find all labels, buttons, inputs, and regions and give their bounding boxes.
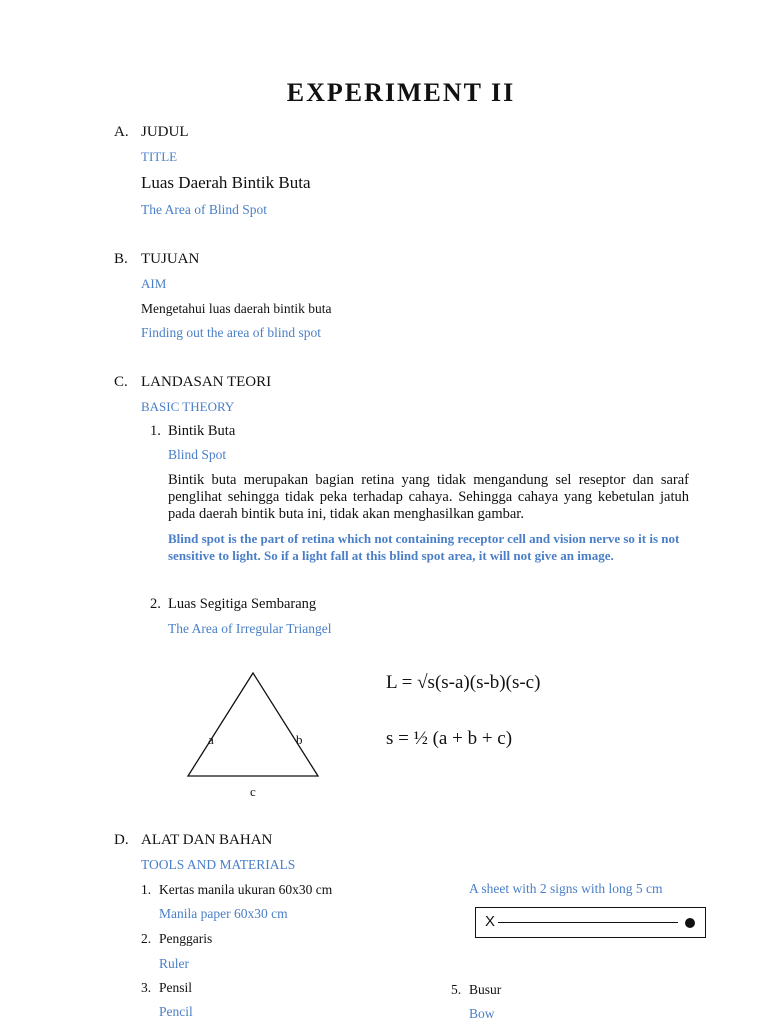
- theory-item-2-num: 2.: [150, 596, 161, 612]
- section-d-heading-en: TOOLS AND MATERIALS: [141, 857, 296, 872]
- tool-item-1-label-en: Manila paper 60x30 cm: [159, 906, 288, 921]
- sheet-caption: A sheet with 2 signs with long 5 cm: [469, 881, 663, 896]
- page-title: EXPERIMENT II: [286, 78, 516, 107]
- tool-item-3-label: Pensil: [159, 980, 193, 995]
- section-a-letter: A.: [114, 124, 129, 140]
- theory-item-2-label: Luas Segitiga Sembarang: [168, 596, 317, 612]
- section-a-heading: JUDUL: [141, 124, 189, 140]
- sheet-illustration: [475, 907, 706, 938]
- section-b-letter: B.: [114, 251, 128, 267]
- theory-item-2-label-en: The Area of Irregular Triangel: [168, 621, 332, 636]
- triangle-side-b: b: [296, 732, 303, 747]
- tool-item-2-label-en: Ruler: [159, 956, 189, 971]
- theory-item-1-label: Bintik Buta: [168, 423, 236, 439]
- heron-formula: L = √s(s-a)(s-b)(s-c): [386, 672, 541, 693]
- section-c-heading: LANDASAN TEORI: [141, 374, 272, 390]
- tool-item-2-label: Penggaris: [159, 931, 213, 946]
- section-c-heading-en: BASIC THEORY: [141, 399, 235, 414]
- triangle-shape: [188, 673, 318, 776]
- tool-item-3-num: 3.: [141, 980, 152, 995]
- section-b-heading: TUJUAN: [141, 251, 200, 267]
- sheet-line: [498, 922, 678, 923]
- semi-perimeter-formula: s = ½ (a + b + c): [386, 728, 513, 749]
- triangle-side-a: a: [208, 732, 214, 747]
- sheet-dot-icon: [685, 918, 695, 928]
- tool-item-5-label: Busur: [469, 982, 502, 997]
- section-d-heading: ALAT DAN BAHAN: [141, 832, 273, 848]
- triangle-diagram: [180, 665, 330, 785]
- section-b-content: Mengetahui luas daerah bintik buta: [141, 301, 332, 316]
- blind-spot-paragraph: Bintik buta merupakan bagian retina yang tidak mengandung sel reseptor dan saraf penglihat sehingga tidak peka terhadap cahaya. Sehingga cahaya yang kebetulan jatuh pada daerah bintik buta ini, tidak akan menghasilkan gambar.: [168, 472, 689, 522]
- triangle-side-c: c: [250, 784, 256, 799]
- tool-item-2-num: 2.: [141, 931, 152, 946]
- section-c-letter: C.: [114, 374, 128, 390]
- tool-item-5-label-en: Bow: [469, 1006, 495, 1021]
- blind-spot-paragraph-en: Blind spot is the part of retina which not containing receptor cell and vision nerve so it is not sensitive to light. So if a light fall at this blind spot area, it will not give an image.: [168, 531, 680, 563]
- sheet-mark-x: X: [485, 913, 496, 930]
- tool-item-1-label: Kertas manila ukuran 60x30 cm: [159, 882, 333, 897]
- section-b-content-en: Finding out the area of blind spot: [141, 325, 321, 340]
- tool-item-3-label-en: Pencil: [159, 1004, 193, 1019]
- tool-item-1-num: 1.: [141, 882, 152, 897]
- tool-item-5-num: 5.: [451, 982, 462, 997]
- theory-item-1-num: 1.: [150, 423, 161, 439]
- section-a-heading-en: TITLE: [141, 149, 178, 164]
- section-a-content: Luas Daerah Bintik Buta: [141, 173, 311, 192]
- section-a-content-en: The Area of Blind Spot: [141, 202, 267, 217]
- theory-item-1-label-en: Blind Spot: [168, 447, 227, 462]
- section-b-heading-en: AIM: [141, 276, 167, 291]
- section-d-letter: D.: [114, 832, 129, 848]
